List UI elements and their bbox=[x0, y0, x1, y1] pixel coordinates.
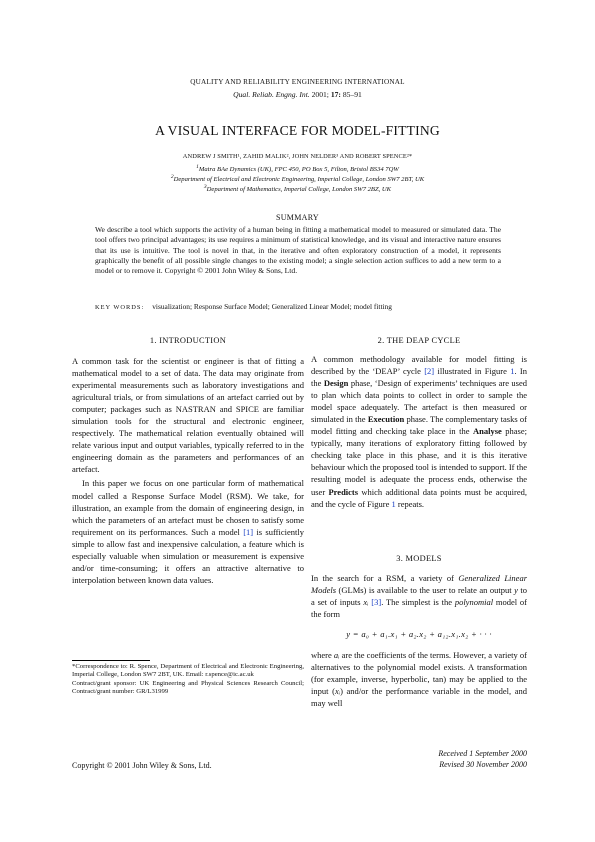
paragraph-text: . In the bbox=[311, 366, 527, 389]
deap-heading: 2. THE DEAP CYCLE bbox=[377, 336, 461, 345]
summary-heading: SUMMARY bbox=[275, 213, 319, 222]
citation-journal: Qual. Reliab. Engng. Int. bbox=[233, 90, 310, 99]
paragraph-text: A common methodology available for model fitting is described by the ‘DEAP’ cycle bbox=[311, 354, 527, 377]
paragraph-text: illustrated in Figure bbox=[434, 366, 511, 377]
keywords-label: KEY WORDS: bbox=[95, 304, 145, 311]
paragraph-text: phase. The complementary tasks of model fitting and checking take place in the bbox=[311, 414, 527, 437]
affiliation-number: 1 bbox=[196, 164, 199, 170]
reference-link-1[interactable]: [1] bbox=[243, 526, 254, 537]
grant-note: Contract/grant sponsor: UK Engineering and Physical Sciences Research Council; Contract/grant number: GR/L31999 bbox=[72, 679, 304, 696]
design-term: Design bbox=[323, 378, 349, 389]
paragraph-text: model of the form bbox=[311, 597, 528, 620]
received-dates bbox=[380, 748, 527, 770]
paragraph-text: (GLMs) is available to the user to relate an output bbox=[336, 585, 515, 596]
introduction-paragraph-2 bbox=[72, 477, 304, 585]
deap-body bbox=[311, 353, 527, 510]
citation bbox=[0, 90, 595, 99]
paragraph-text: which additional data points must be acquired, and the cycle of Figure bbox=[311, 486, 527, 509]
received-date: Received 1 September 2000 bbox=[438, 749, 527, 758]
reference-link-2[interactable]: [2] bbox=[424, 366, 435, 377]
models-heading: 3. MODELS bbox=[396, 554, 442, 563]
affiliation-3 bbox=[0, 184, 595, 193]
journal-name: QUALITY AND RELIABILITY ENGINEERING INTERNATIONAL bbox=[190, 78, 405, 86]
summary-text: We describe a tool which supports the activity of a human being in fitting a mathematical model to measured or simulated data. The tool offers two principal advantages; its use requires a minimum of statistical knowledge, and its visual and interactive nature ensures that its use is intuitive. The tool is novel in that, in the iterative and often exploratory construction of a model, it represents graphically the benefit of all possible single changes to the existing model; a single selection action suffices to add a new term to a model or to remove it. Copyright © 2001 John Wiley & Sons, Ltd. bbox=[95, 225, 501, 276]
predicts-term: Predicts bbox=[328, 486, 359, 497]
polynomial-equation: y = a₀ + a₁.x₁ + a₂.x₂ + a₁₂.x₁.x₂ + · · · bbox=[346, 629, 492, 640]
paragraph-text: is sufficiently simple to allow fast and inexpensive calculation, a feature which is especially valuable when simulation or measurement is expensive and/or time-consuming; it offers an attractive alternative to interpolation between known data values. bbox=[72, 526, 304, 585]
affiliation-2 bbox=[0, 174, 595, 183]
analyse-term: Analyse bbox=[472, 426, 502, 437]
keywords bbox=[95, 302, 515, 311]
paragraph-text: . The simplest is the bbox=[381, 597, 455, 608]
paragraph-text: ) and/or the performance variable in the model, and may well bbox=[311, 686, 527, 709]
footnote-rule bbox=[72, 660, 150, 661]
affiliation-text: Department of Mathematics, Imperial College, London SW7 2BZ, UK bbox=[206, 186, 392, 194]
paragraph-text: In this paper we focus on one particular form of mathematical model called a Response Surface Model (RSM). We take, for illustration, an example from the domain of engineering design, in which the parameters of an artefact must be chosen to satisfy some requirement on its performances. Such a model bbox=[72, 478, 304, 537]
citation-volume: 17: bbox=[330, 90, 341, 99]
execution-term: Execution bbox=[367, 414, 405, 425]
footnote bbox=[72, 663, 304, 697]
authors: ANDREW J SMITH¹, ZAHID MALIK², JOHN NELDER³ AND ROBERT SPENCE²* bbox=[182, 153, 413, 160]
input-variable: xᵢ bbox=[334, 686, 341, 697]
polynomial-term: polynomial bbox=[454, 597, 494, 608]
correspondence-note: *Correspondence to: R. Spence, Department of Electrical and Electronic Engineering, Imperial College, London SW7 2BT, UK. Email: r.spence@ic.ac.uk bbox=[72, 663, 304, 679]
revised-date: Revised 30 November 2000 bbox=[439, 760, 527, 769]
affiliation-text: Department of Electrical and Electronic Engineering, Imperial College, London SW7 2BT, UK bbox=[173, 176, 425, 184]
introduction-paragraph-1: A common task for the scientist or engineer is that of fitting a mathematical model to a set of data. The data may originate from experimental measurements such as laboratory investigations and agricultural trials, or from simulations of an artefact carried out by computer; packages such as NASTRAN and SPICE are familiar simulation tools for the structural and electronic engineer, respectively. The mathematical relation eventually obtained will relate various input and output variables, typically referred to in the engineering domain as the parameters and performances of an artefact. bbox=[72, 356, 304, 475]
paragraph-text: phase, ‘Design of experiments’ techniques are used to plan which data points to collect in order to sample the model space adequately. The artefact is then measured or simulated in the bbox=[311, 378, 527, 425]
affiliation-text: Matra BAe Dynamics (UK), FPC 450, PO Box 5, Filton, Bristol BS34 7QW bbox=[198, 166, 399, 174]
figure-link-1[interactable]: 1 bbox=[510, 366, 515, 377]
introduction-heading: 1. INTRODUCTION bbox=[149, 336, 227, 345]
keywords-text: visualization; Response Surface Model; Generalized Linear Model; model fitting bbox=[152, 302, 392, 311]
output-variable: y bbox=[514, 585, 518, 596]
introduction-body bbox=[72, 355, 304, 586]
paragraph-text: In the search for a RSM, a variety of bbox=[311, 573, 459, 583]
paragraph-text: are the coefficients of the terms. However, a variety of alternatives to the polynomial model exists. A transformation (for example, inverse, hyperbolic, tan) may be applied to the input ( bbox=[311, 650, 527, 697]
paragraph-text: repeats. bbox=[395, 498, 425, 509]
copyright-notice: Copyright © 2001 John Wiley & Sons, Ltd. bbox=[72, 761, 212, 770]
paragraph-text: to a set of inputs bbox=[311, 585, 527, 608]
paragraph-text: phase; typically, many iterations of exploratory fitting followed by checking take place in this phase, and it is this iterative behaviour which the proposed tool is intended to support. If the resulting model is adequate the process ends, otherwise the user bbox=[311, 426, 528, 497]
figure-link-2[interactable]: 1 bbox=[391, 498, 396, 509]
input-variable: xᵢ bbox=[363, 597, 369, 608]
citation-year: 2001; bbox=[311, 90, 329, 99]
models-body bbox=[311, 572, 527, 709]
models-paragraph-2 bbox=[311, 649, 527, 709]
affiliation-1 bbox=[0, 164, 595, 173]
paper-title: A VISUAL INTERFACE FOR MODEL-FITTING bbox=[155, 123, 440, 138]
coefficient-variable: aᵢ bbox=[333, 650, 340, 661]
deap-paragraph bbox=[311, 353, 527, 510]
paragraph-text: where bbox=[311, 650, 334, 661]
models-paragraph-1 bbox=[311, 572, 527, 620]
reference-link-3[interactable]: [3] bbox=[371, 597, 382, 608]
affiliation-number: 2 bbox=[170, 174, 174, 180]
citation-pages: 85–91 bbox=[342, 90, 362, 99]
affiliation-number: 3 bbox=[203, 184, 207, 190]
glm-term: Generalized Linear Models bbox=[311, 573, 527, 596]
